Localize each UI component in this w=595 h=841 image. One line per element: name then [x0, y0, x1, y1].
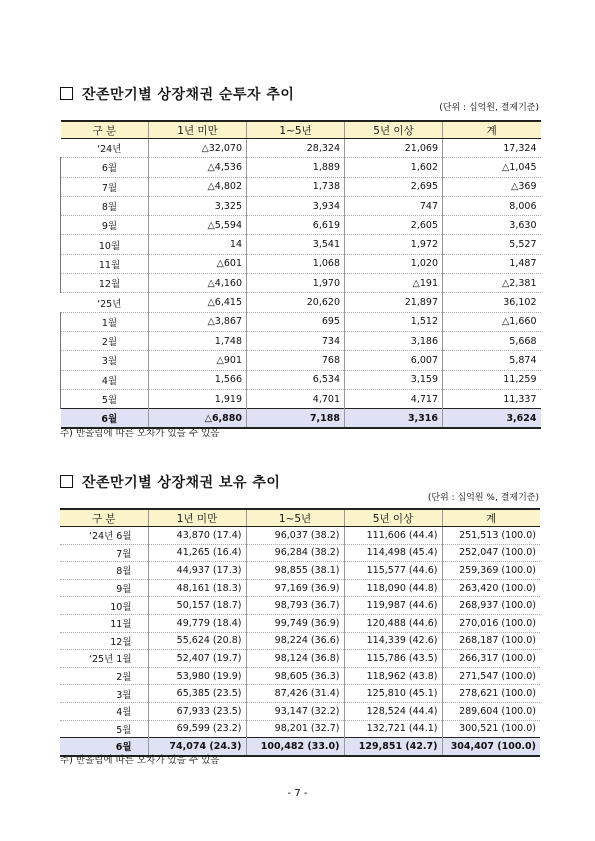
table-row: [60, 667, 540, 685]
cell-value: 114,339 (42.6): [344, 632, 442, 650]
row-label: 7월: [60, 544, 148, 562]
cell-value: △2,381: [443, 274, 541, 293]
cell-value: 98,855 (38.1): [246, 562, 344, 580]
cell-value: 50,157 (18.7): [148, 597, 246, 615]
cell-value: △1,045: [443, 158, 541, 177]
header-total: 계: [442, 509, 540, 527]
table-row: [61, 293, 541, 312]
cell-value: 734: [247, 331, 345, 350]
cell-value: 119,987 (44.6): [344, 597, 442, 615]
cell-value: 3,541: [247, 235, 345, 254]
cell-value: 21,069: [345, 139, 443, 158]
cell-value: 304,407 (100.0): [442, 738, 540, 756]
cell-value: 278,621 (100.0): [442, 685, 540, 703]
cell-value: △6,415: [149, 293, 247, 312]
cell-value: △4,536: [149, 158, 247, 177]
row-label: 12월: [61, 274, 149, 293]
cell-value: 115,786 (43.5): [344, 650, 442, 668]
cell-value: 251,513 (100.0): [442, 527, 540, 545]
cell-value: 114,498 (45.4): [344, 544, 442, 562]
header-over-5y: 5년 이상: [345, 121, 443, 139]
row-label: ‘24년 6월: [60, 527, 148, 545]
row-label: 6월: [61, 158, 149, 177]
header-1-5y: 1~5년: [247, 121, 345, 139]
cell-value: 1,566: [149, 370, 247, 389]
cell-value: 97,169 (36.9): [246, 579, 344, 597]
cell-value: △6,880: [149, 409, 247, 429]
table-row: [61, 216, 541, 235]
cell-value: 53,980 (19.9): [148, 667, 246, 685]
cell-value: 93,147 (32.2): [246, 702, 344, 720]
table-row: [60, 614, 540, 632]
row-label: 3월: [60, 685, 148, 703]
cell-value: 263,420 (100.0): [442, 579, 540, 597]
cell-value: 55,624 (20.8): [148, 632, 246, 650]
cell-value: 99,749 (36.9): [246, 614, 344, 632]
cell-value: 1,919: [149, 389, 247, 408]
row-label: 11월: [61, 254, 149, 273]
table2-unit: (단위 : 십억원 %, 결제기준): [427, 493, 539, 503]
header-total: 계: [443, 121, 541, 139]
row-label: 6월: [61, 409, 149, 429]
cell-value: 132,721 (44.1): [344, 720, 442, 738]
cell-value: 21,897: [345, 293, 443, 312]
row-label: 2월: [60, 667, 148, 685]
table-row: [60, 579, 540, 597]
table-row: [61, 370, 541, 389]
cell-value: △3,867: [149, 312, 247, 331]
cell-value: 111,606 (44.4): [344, 527, 442, 545]
cell-value: 5,874: [443, 351, 541, 370]
row-label: ‘24년: [61, 139, 149, 158]
table-row: [60, 544, 540, 562]
cell-value: 49,779 (18.4): [148, 614, 246, 632]
cell-value: 3,325: [149, 196, 247, 215]
table-row: [61, 158, 541, 177]
cell-value: 5,668: [443, 331, 541, 350]
page-number: - 7 -: [287, 788, 308, 799]
cell-value: 300,521 (100.0): [442, 720, 540, 738]
cell-value: 8,006: [443, 196, 541, 215]
cell-value: 1,512: [345, 312, 443, 331]
row-label: 8월: [60, 562, 148, 580]
cell-value: 1,889: [247, 158, 345, 177]
table1-note: 주) 반올림에 따른 오차가 있을 수 있음: [60, 428, 220, 439]
table-row: [60, 650, 540, 668]
cell-value: 17,324: [443, 139, 541, 158]
cell-value: 96,284 (38.2): [246, 544, 344, 562]
cell-value: 20,620: [247, 293, 345, 312]
table-row: [60, 720, 540, 738]
table-row: [61, 389, 541, 408]
checkbox-square-icon: [60, 475, 73, 488]
cell-value: 5,527: [443, 235, 541, 254]
cell-value: 268,187 (100.0): [442, 632, 540, 650]
cell-value: 98,605 (36.3): [246, 667, 344, 685]
cell-value: △1,660: [443, 312, 541, 331]
cell-value: △32,070: [149, 139, 247, 158]
cell-value: △901: [149, 351, 247, 370]
cell-value: 28,324: [247, 139, 345, 158]
cell-value: 266,317 (100.0): [442, 650, 540, 668]
table-row: [60, 702, 540, 720]
cell-value: 96,037 (38.2): [246, 527, 344, 545]
row-label: 10월: [61, 235, 149, 254]
cell-value: 41,265 (16.4): [148, 544, 246, 562]
table-row: [60, 632, 540, 650]
cell-value: 1,738: [247, 177, 345, 196]
cell-value: 1,970: [247, 274, 345, 293]
cell-value: 98,793 (36.7): [246, 597, 344, 615]
cell-value: 67,933 (23.5): [148, 702, 246, 720]
cell-value: 1,020: [345, 254, 443, 273]
cell-value: △4,802: [149, 177, 247, 196]
row-label: 5월: [60, 720, 148, 738]
cell-value: 271,547 (100.0): [442, 667, 540, 685]
cell-value: 252,047 (100.0): [442, 544, 540, 562]
row-label: 1월: [61, 312, 149, 331]
cell-value: 1,487: [443, 254, 541, 273]
cell-value: 6,534: [247, 370, 345, 389]
table1-title: 잔존만기별 상장채권 순투자 추이: [60, 84, 294, 104]
cell-value: 65,385 (23.5): [148, 685, 246, 703]
row-label: 4월: [61, 370, 149, 389]
header-under-1y: 1년 미만: [148, 509, 246, 527]
cell-value: 120,488 (44.6): [344, 614, 442, 632]
table-row: [60, 685, 540, 703]
table-row: [61, 139, 541, 158]
cell-value: 4,717: [345, 389, 443, 408]
cell-value: 14: [149, 235, 247, 254]
cell-value: 3,316: [345, 409, 443, 429]
table2-note: 주) 반올림에 따른 오차가 있을 수 있음: [60, 755, 220, 766]
cell-value: 3,159: [345, 370, 443, 389]
cell-value: △601: [149, 254, 247, 273]
table-row: [60, 597, 540, 615]
cell-value: 6,619: [247, 216, 345, 235]
cell-value: 1,602: [345, 158, 443, 177]
header-1-5y: 1~5년: [246, 509, 344, 527]
table-row: [60, 527, 540, 545]
cell-value: 6,007: [345, 351, 443, 370]
table-header-row: [60, 509, 540, 527]
cell-value: 3,934: [247, 196, 345, 215]
cell-value: 7,188: [247, 409, 345, 429]
cell-value: 128,524 (44.4): [344, 702, 442, 720]
cell-value: 259,369 (100.0): [442, 562, 540, 580]
cell-value: 768: [247, 351, 345, 370]
header-category: 구 분: [60, 509, 148, 527]
table-row: [61, 274, 541, 293]
header-over-5y: 5년 이상: [344, 509, 442, 527]
table-row: [61, 196, 541, 215]
cell-value: 43,870 (17.4): [148, 527, 246, 545]
row-label: 6월: [60, 738, 148, 756]
row-label: 12월: [60, 632, 148, 650]
table-row: [61, 351, 541, 370]
cell-value: 100,482 (33.0): [246, 738, 344, 756]
cell-value: 268,937 (100.0): [442, 597, 540, 615]
cell-value: △4,160: [149, 274, 247, 293]
table-row: [61, 235, 541, 254]
row-label: 8월: [61, 196, 149, 215]
cell-value: 125,810 (45.1): [344, 685, 442, 703]
cell-value: 3,630: [443, 216, 541, 235]
cell-value: 695: [247, 312, 345, 331]
row-label: 5월: [61, 389, 149, 408]
table1-unit: (단위 : 십억원, 결제기준): [439, 103, 539, 113]
cell-value: 98,224 (36.6): [246, 632, 344, 650]
cell-value: 118,962 (43.8): [344, 667, 442, 685]
cell-value: 74,074 (24.3): [148, 738, 246, 756]
cell-value: 747: [345, 196, 443, 215]
cell-value: 48,161 (18.3): [148, 579, 246, 597]
row-label: ‘25년: [61, 293, 149, 312]
cell-value: 2,695: [345, 177, 443, 196]
table-row: [61, 177, 541, 196]
header-category: 구 분: [61, 121, 149, 139]
net-investment-table: [60, 120, 541, 429]
cell-value: 2,605: [345, 216, 443, 235]
table-row: [61, 254, 541, 273]
cell-value: 3,624: [443, 409, 541, 429]
row-label: 3월: [61, 351, 149, 370]
row-label: 7월: [61, 177, 149, 196]
row-label: 4월: [60, 702, 148, 720]
cell-value: 129,851 (42.7): [344, 738, 442, 756]
header-under-1y: 1년 미만: [149, 121, 247, 139]
holdings-table: [60, 508, 540, 757]
cell-value: 4,701: [247, 389, 345, 408]
checkbox-square-icon: [60, 87, 73, 100]
cell-value: 98,201 (32.7): [246, 720, 344, 738]
row-label: ‘25년 1월: [60, 650, 148, 668]
cell-value: 270,016 (100.0): [442, 614, 540, 632]
table-header-row: [61, 121, 541, 139]
table-row: [61, 331, 541, 350]
table-row: [61, 312, 541, 331]
cell-value: 1,748: [149, 331, 247, 350]
cell-value: 118,090 (44.8): [344, 579, 442, 597]
cell-value: 1,972: [345, 235, 443, 254]
row-label: 2월: [61, 331, 149, 350]
cell-value: 115,577 (44.6): [344, 562, 442, 580]
table-row: [60, 562, 540, 580]
table2-title: 잔존만기별 상장채권 보유 추이: [60, 472, 280, 492]
cell-value: 289,604 (100.0): [442, 702, 540, 720]
cell-value: 69,599 (23.2): [148, 720, 246, 738]
row-label: 11월: [60, 614, 148, 632]
cell-value: 87,426 (31.4): [246, 685, 344, 703]
cell-value: △5,594: [149, 216, 247, 235]
cell-value: △191: [345, 274, 443, 293]
cell-value: 36,102: [443, 293, 541, 312]
cell-value: 11,259: [443, 370, 541, 389]
cell-value: 1,068: [247, 254, 345, 273]
row-label: 9월: [60, 579, 148, 597]
cell-value: 44,937 (17.3): [148, 562, 246, 580]
cell-value: 98,124 (36.8): [246, 650, 344, 668]
cell-value: 52,407 (19.7): [148, 650, 246, 668]
row-label: 10월: [60, 597, 148, 615]
row-label: 9월: [61, 216, 149, 235]
cell-value: △369: [443, 177, 541, 196]
cell-value: 11,337: [443, 389, 541, 408]
cell-value: 3,186: [345, 331, 443, 350]
